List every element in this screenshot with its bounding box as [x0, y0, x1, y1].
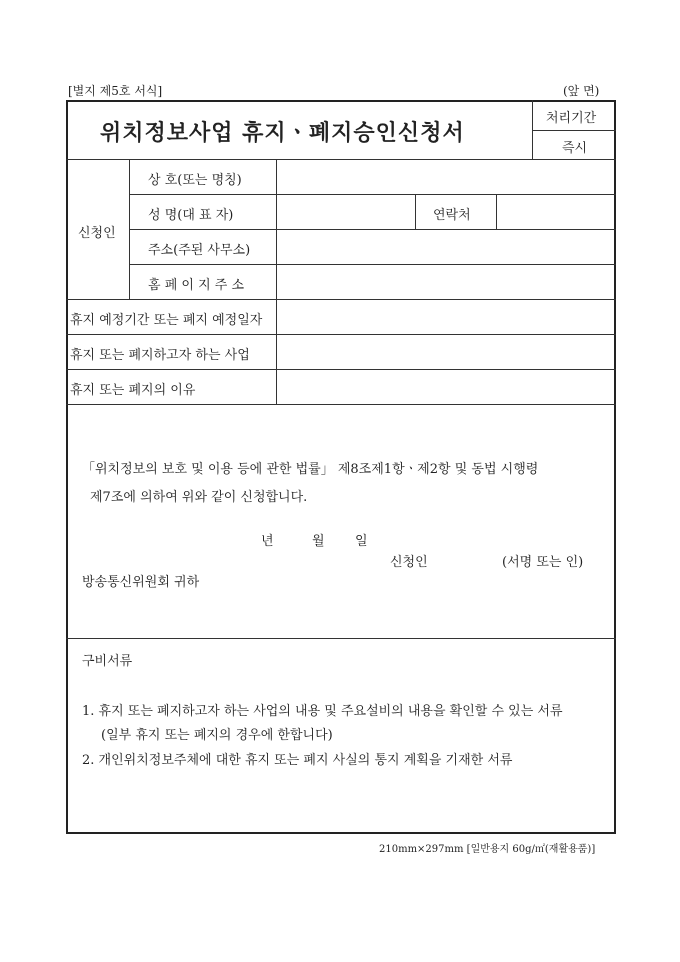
business-label: 휴지 또는 폐지하고자 하는 사업 — [70, 348, 250, 363]
representative-name-label: 성 명(대 표 자) — [148, 208, 234, 223]
homepage-label: 홈 페 이 지 주 소 — [148, 278, 245, 293]
recipient: 방송통신위원회 귀하 — [82, 575, 200, 590]
processing-period-value: 즉시 — [562, 141, 588, 156]
company-name-label: 상 호(또는 명칭) — [148, 173, 242, 188]
page-side-label: (앞 면) — [563, 84, 600, 98]
date-year-label: 년 — [261, 534, 274, 549]
form-number: [별지 제5호 서식] — [68, 84, 163, 98]
contact-label: 연락처 — [433, 208, 471, 223]
applicant-column-line — [129, 159, 130, 299]
address-label: 주소(주된 사무소) — [148, 243, 251, 258]
declaration-line-1: 「위치정보의 보호 및 이용 등에 관한 법률」 제8조제1항ㆍ제2항 및 동법 시행령 — [82, 462, 539, 477]
signature-or-seal: (서명 또는 인) — [502, 555, 584, 570]
applicant-section-label: 신청인 — [78, 226, 116, 241]
date-month-label: 월 — [312, 534, 325, 549]
contact-column-line — [415, 194, 416, 229]
row-line — [129, 264, 616, 265]
paper-spec: 210mm×297mm [일반용지 60g/㎡(재활용품)] — [379, 844, 596, 855]
reason-label: 휴지 또는 폐지의 이유 — [70, 383, 196, 398]
contact-value-line — [496, 194, 497, 229]
label-column-line — [276, 159, 277, 404]
declaration-line-2: 제7조에 의하여 위와 같이 신청합니다. — [90, 490, 308, 505]
documents-label: 구비서류 — [82, 654, 133, 669]
date-day-label: 일 — [355, 534, 368, 549]
document-item-1: 1. 휴지 또는 폐지하고자 하는 사업의 내용 및 주요설비의 내용을 확인할 수 있는 서류 — [82, 704, 563, 719]
document-item-2: 2. 개인위치정보주체에 대한 휴지 또는 폐지 사실의 통지 계획을 기재한 서류 — [82, 753, 513, 768]
applicant-signature-label: 신청인 — [390, 555, 428, 570]
row-line — [66, 369, 616, 370]
row-line — [66, 404, 616, 405]
row-line — [129, 229, 616, 230]
form-title: 위치정보사업 휴지ㆍ폐지승인신청서 — [100, 120, 465, 146]
row-line — [66, 638, 616, 639]
row-line — [129, 194, 616, 195]
row-line — [66, 334, 616, 335]
processing-period-label: 처리기간 — [546, 111, 597, 126]
row-line — [66, 159, 616, 160]
period-label: 휴지 예정기간 또는 폐지 예정일자 — [70, 313, 263, 328]
processing-divider — [532, 130, 616, 131]
document-item-1-note: (일부 휴지 또는 폐지의 경우에 한합니다) — [101, 728, 333, 743]
row-line — [66, 299, 616, 300]
